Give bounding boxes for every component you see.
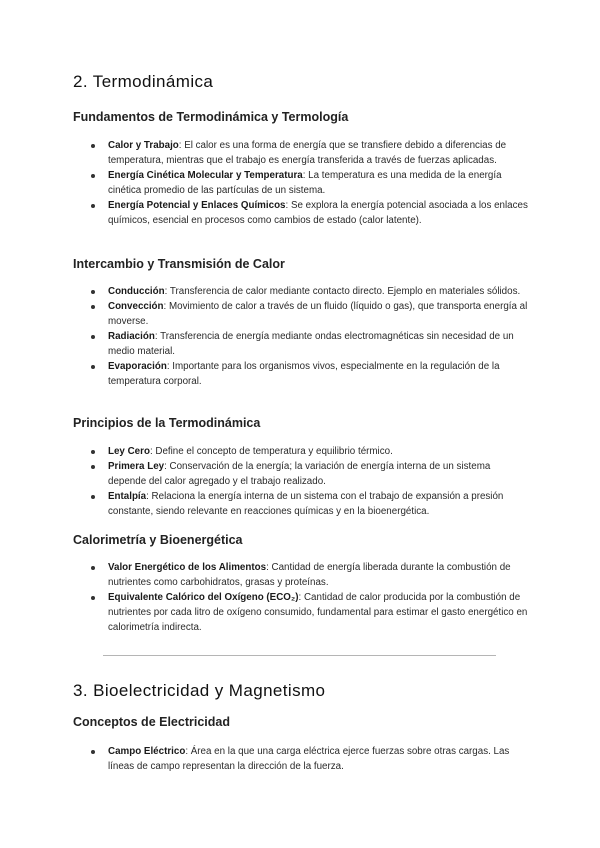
list-item bbox=[73, 444, 528, 459]
list-item bbox=[73, 168, 528, 198]
bullet-list-principios bbox=[73, 444, 528, 519]
subsection-title-electricidad: Conceptos de Electricidad bbox=[73, 715, 230, 729]
item-term: Convección bbox=[108, 301, 164, 312]
item-text: : La temperatura es una medida de la energía cinética promedio de las partículas de un sistema. bbox=[108, 170, 502, 196]
item-text: : Importante para los organismos vivos, especialmente en la regulación de la temperatura corporal. bbox=[108, 361, 500, 387]
subsection-title-principios: Principios de la Termodinámica bbox=[73, 416, 261, 430]
list-item bbox=[73, 560, 528, 590]
item-text: : Conservación de la energía; la variación de energía interna de un sistema depende del calor agregado y el trabajo realizado. bbox=[108, 461, 491, 487]
item-term: Energía Cinética Molecular y Temperatura bbox=[108, 170, 303, 181]
section-divider bbox=[103, 655, 496, 656]
item-term: Campo Eléctrico bbox=[108, 746, 186, 757]
bullet-list-intercambio bbox=[73, 284, 528, 389]
subsection-title-intercambio: Intercambio y Transmisión de Calor bbox=[73, 257, 285, 271]
list-item bbox=[73, 138, 528, 168]
item-text: : Transferencia de energía mediante ondas electromagnéticas sin necesidad de un medio material. bbox=[108, 331, 514, 357]
item-text: : El calor es una forma de energía que se transfiere debido a diferencias de temperatura, mientras que el trabajo es energía transferida a través de fuerzas aplicadas. bbox=[108, 140, 507, 166]
list-item bbox=[73, 284, 528, 299]
item-text: : Define el concepto de temperatura y equilibrio térmico. bbox=[149, 446, 393, 457]
item-text: : Transferencia de calor mediante contacto directo. Ejemplo en materiales sólidos. bbox=[164, 286, 521, 297]
bullet-list-fundamentos bbox=[73, 138, 528, 228]
list-item bbox=[73, 459, 528, 489]
item-term: Valor Energético de los Alimentos bbox=[108, 562, 267, 573]
item-term: Entalpía bbox=[108, 491, 147, 502]
list-item bbox=[73, 744, 528, 774]
bullet-list-calorimetria bbox=[73, 560, 528, 635]
item-term: Equivalente Calórico del Oxígeno (ECO₂) bbox=[108, 592, 299, 603]
item-text: : Movimiento de calor a través de un fluido (líquido o gas), que transporta energía al moverse. bbox=[108, 301, 528, 327]
item-text: : Cantidad de energía liberada durante la combustión de nutrientes como carbohidratos, grasas y proteínas. bbox=[108, 562, 511, 588]
item-text: : Se explora la energía potencial asociada a los enlaces químicos, esencial en procesos como cambios de estado (calor latente). bbox=[108, 200, 528, 226]
item-term: Conducción bbox=[108, 286, 165, 297]
item-term: Energía Potencial y Enlaces Químicos bbox=[108, 200, 286, 211]
list-item bbox=[73, 359, 528, 389]
list-item bbox=[73, 329, 528, 359]
item-term: Radiación bbox=[108, 331, 155, 342]
item-term: Evaporación bbox=[108, 361, 167, 372]
item-text: : Área en la que una carga eléctrica ejerce fuerzas sobre otras cargas. Las líneas de campo representan la dirección de la fuerza. bbox=[108, 746, 510, 772]
item-text: : Cantidad de calor producida por la combustión de nutrientes por cada litro de oxígeno consumido, fundamental para estimar el gasto energético en calorimetría indirecta. bbox=[108, 592, 528, 633]
section-title-bioelectricidad: 3. Bioelectricidad y Magnetismo bbox=[73, 681, 326, 700]
list-item bbox=[73, 590, 528, 635]
list-item bbox=[73, 299, 528, 329]
item-term: Calor y Trabajo bbox=[108, 140, 179, 151]
item-term: Ley Cero bbox=[108, 446, 150, 457]
subsection-title-fundamentos: Fundamentos de Termodinámica y Termología bbox=[73, 110, 349, 124]
list-item bbox=[73, 198, 528, 228]
item-term: Primera Ley bbox=[108, 461, 165, 472]
list-item bbox=[73, 489, 528, 519]
item-text: : Relaciona la energía interna de un sistema con el trabajo de expansión a presión constante, siendo relevante en reacciones químicas y en la bioenergética. bbox=[108, 491, 504, 517]
bullet-list-electricidad bbox=[73, 744, 528, 774]
subsection-title-calorimetria: Calorimetría y Bioenergética bbox=[73, 533, 243, 547]
section-title-termodinamica: 2. Termodinámica bbox=[73, 72, 214, 91]
